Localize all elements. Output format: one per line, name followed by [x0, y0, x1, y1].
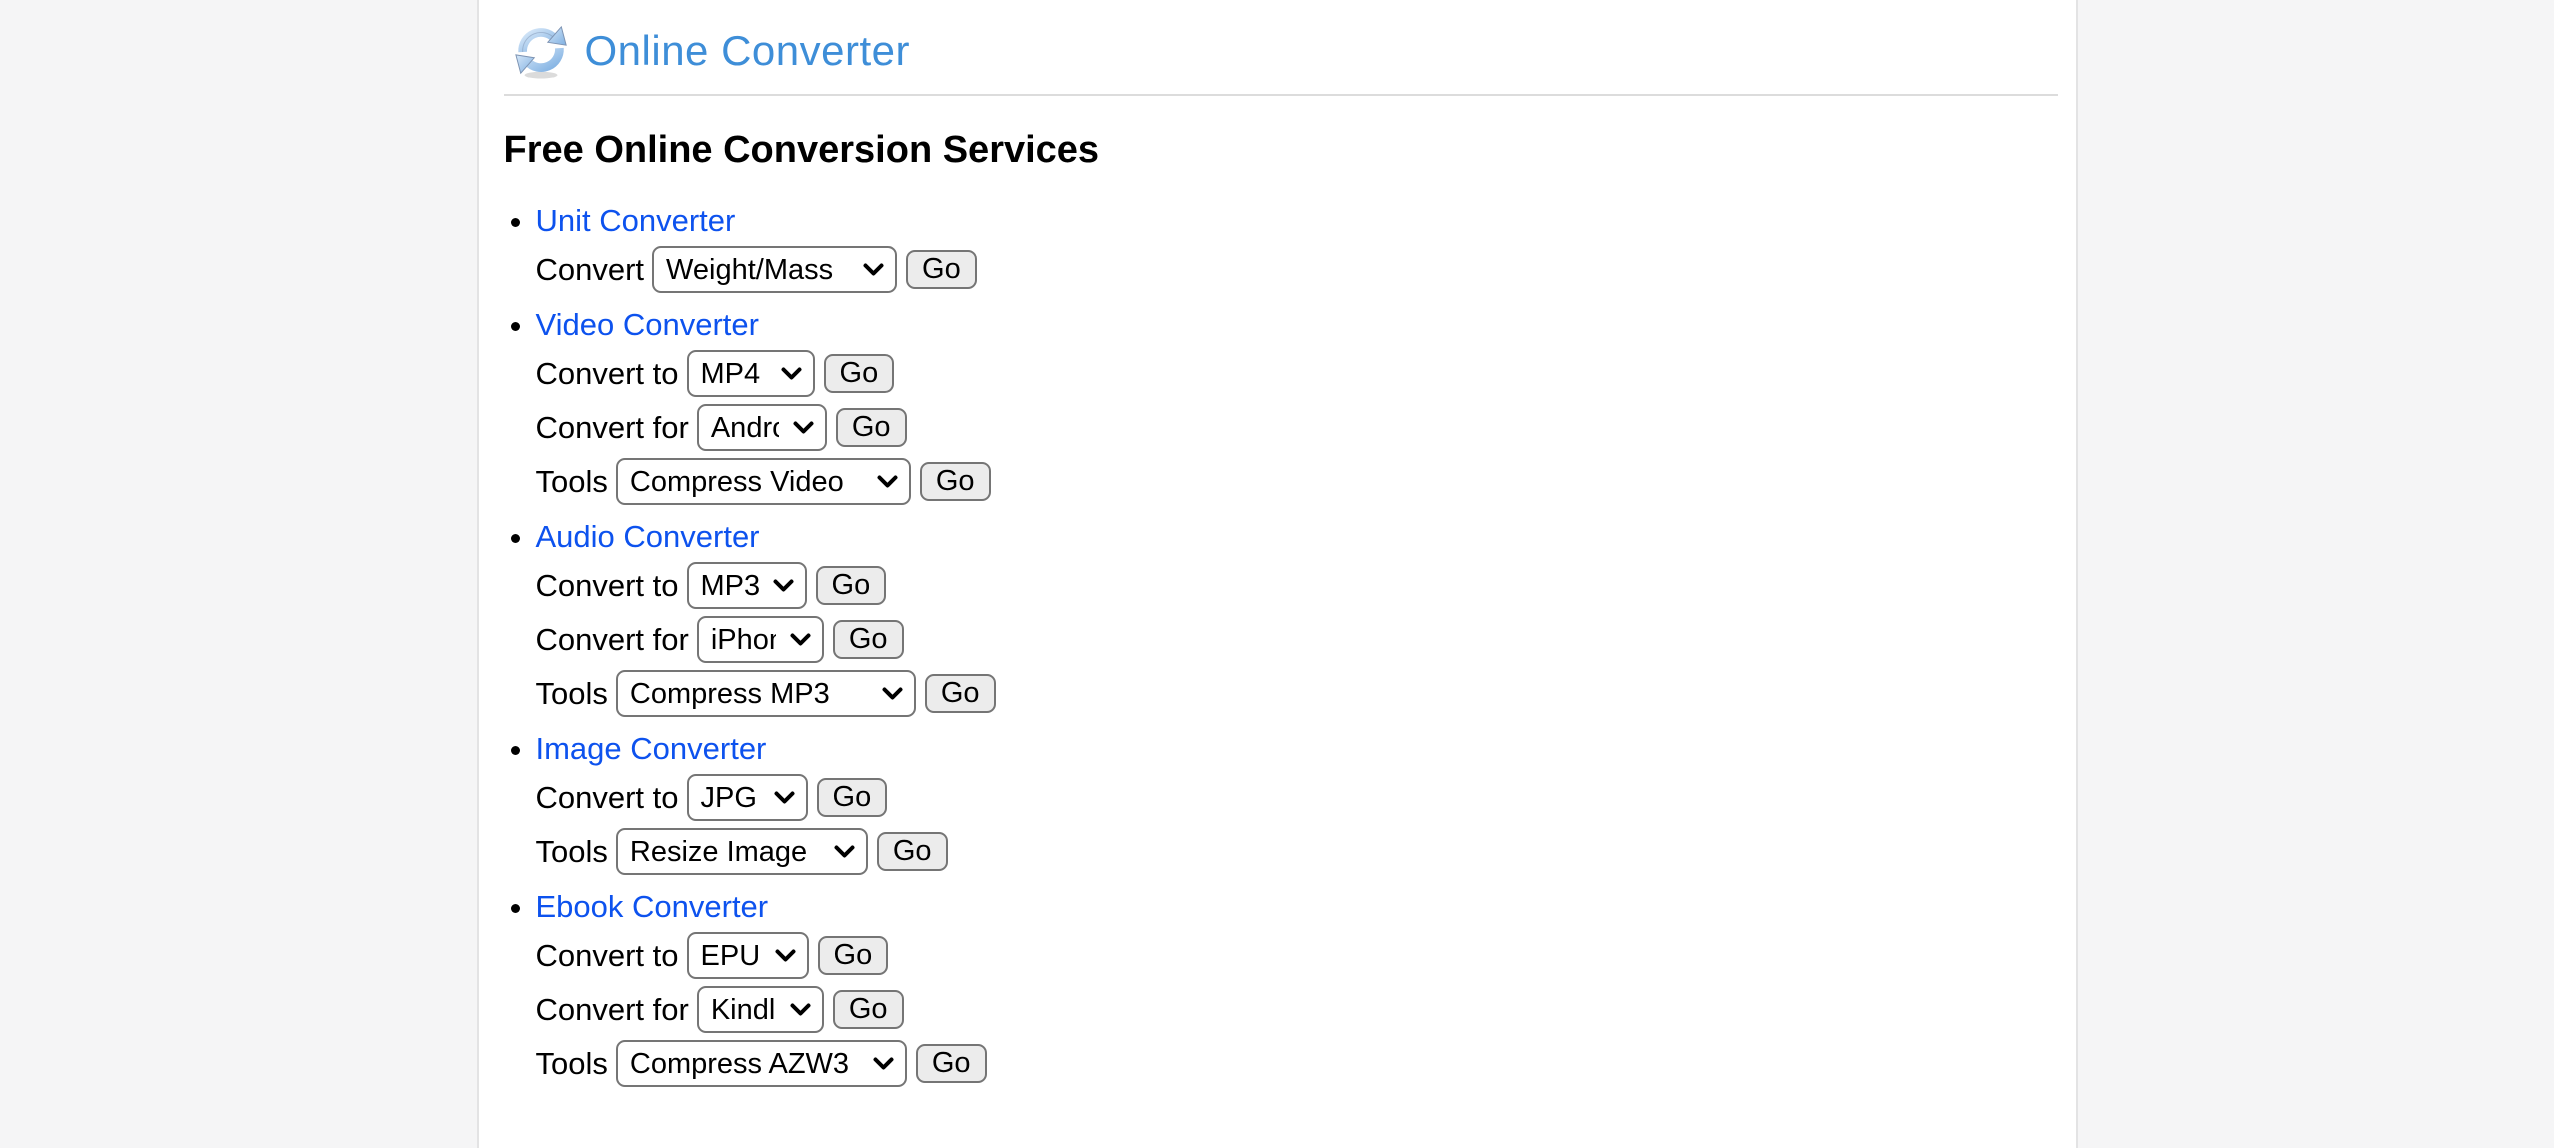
audio-convert-to-select[interactable]	[687, 562, 807, 609]
video-tools-select[interactable]	[616, 458, 911, 505]
ebook-convert-for-select-wrap	[697, 986, 824, 1033]
video-convert-to-go-button[interactable]: Go	[824, 354, 895, 393]
audio-tools-select-wrap	[616, 670, 916, 717]
image-tools-select-wrap	[616, 828, 868, 875]
image-convert-to-select-wrap	[687, 774, 808, 821]
unit-convert-label: Convert	[535, 251, 645, 287]
audio-convert-to-row	[536, 561, 2058, 610]
unit-convert-select[interactable]	[652, 246, 897, 293]
image-convert-to-go-button[interactable]: Go	[817, 778, 888, 817]
video-convert-for-select[interactable]	[697, 404, 827, 451]
ebook-convert-for-row	[536, 985, 2058, 1034]
ebook-convert-to-select[interactable]	[687, 932, 809, 979]
ebook-convert-for-select[interactable]	[697, 986, 824, 1033]
audio-tools-go-button[interactable]: Go	[925, 674, 996, 713]
audio-tools-select[interactable]	[616, 670, 916, 717]
video-convert-for-select-wrap	[697, 404, 827, 451]
image-tools-label: Tools	[535, 833, 608, 869]
video-convert-for-row	[536, 403, 2058, 452]
video-tools-go-button[interactable]: Go	[920, 462, 991, 501]
brand-name-link[interactable]: Online Converter	[584, 27, 910, 74]
video-tools-row	[536, 457, 2058, 506]
ebook-tools-label: Tools	[535, 1045, 608, 1081]
ebook-convert-to-row	[536, 931, 2058, 980]
image-tools-go-button[interactable]: Go	[877, 832, 948, 871]
audio-convert-to-select-wrap	[687, 562, 807, 609]
audio-convert-for-select-wrap	[697, 616, 824, 663]
ebook-tools-select-wrap	[616, 1040, 907, 1087]
list-item-video-converter	[536, 306, 2058, 506]
video-convert-to-select[interactable]	[687, 350, 815, 397]
image-tools-select[interactable]	[616, 828, 868, 875]
image-convert-to-label: Convert to	[535, 779, 679, 815]
unit-converter-link[interactable]: Unit Converter	[535, 203, 736, 238]
refresh-arrows-icon[interactable]	[513, 22, 571, 80]
list-item-unit-converter	[536, 202, 2058, 294]
image-convert-to-row	[536, 773, 2058, 822]
video-convert-for-go-button[interactable]: Go	[836, 408, 907, 447]
audio-tools-row	[536, 669, 2058, 718]
video-tools-select-wrap	[616, 458, 911, 505]
list-item-audio-converter	[536, 518, 2058, 718]
video-tools-label: Tools	[535, 463, 608, 499]
converter-list	[504, 202, 2058, 1088]
image-convert-to-select[interactable]	[687, 774, 808, 821]
video-convert-to-select-wrap	[687, 350, 815, 397]
list-item-ebook-converter	[536, 888, 2058, 1088]
ebook-convert-to-select-wrap	[687, 932, 809, 979]
site-header	[504, 0, 2058, 96]
audio-convert-to-label: Convert to	[535, 567, 679, 603]
unit-convert-select-wrap	[652, 246, 897, 293]
ebook-tools-select[interactable]	[616, 1040, 907, 1087]
image-tools-row	[536, 827, 2058, 876]
content-column	[477, 0, 2078, 1148]
ebook-convert-to-go-button[interactable]: Go	[818, 936, 889, 975]
ebook-convert-for-go-button[interactable]: Go	[833, 990, 904, 1029]
audio-convert-for-select[interactable]	[697, 616, 824, 663]
ebook-convert-to-label: Convert to	[535, 937, 679, 973]
audio-convert-for-go-button[interactable]: Go	[833, 620, 904, 659]
ebook-converter-link[interactable]: Ebook Converter	[535, 889, 769, 924]
audio-convert-for-row	[536, 615, 2058, 664]
ebook-tools-go-button[interactable]: Go	[916, 1044, 987, 1083]
ebook-convert-for-label: Convert for	[535, 991, 689, 1027]
audio-convert-for-label: Convert for	[535, 621, 689, 657]
page-title: Free Online Conversion Services	[503, 129, 1100, 171]
unit-convert-row	[536, 245, 2058, 294]
video-convert-for-label: Convert for	[535, 409, 689, 445]
video-converter-link[interactable]: Video Converter	[535, 307, 759, 342]
image-converter-link[interactable]: Image Converter	[535, 731, 767, 766]
ebook-tools-row	[536, 1039, 2058, 1088]
unit-convert-go-button[interactable]: Go	[906, 250, 977, 289]
audio-tools-label: Tools	[535, 675, 608, 711]
audio-convert-to-go-button[interactable]: Go	[816, 566, 887, 605]
video-convert-to-row	[536, 349, 2058, 398]
video-convert-to-label: Convert to	[535, 355, 679, 391]
audio-converter-link[interactable]: Audio Converter	[535, 519, 760, 554]
list-item-image-converter	[536, 730, 2058, 876]
